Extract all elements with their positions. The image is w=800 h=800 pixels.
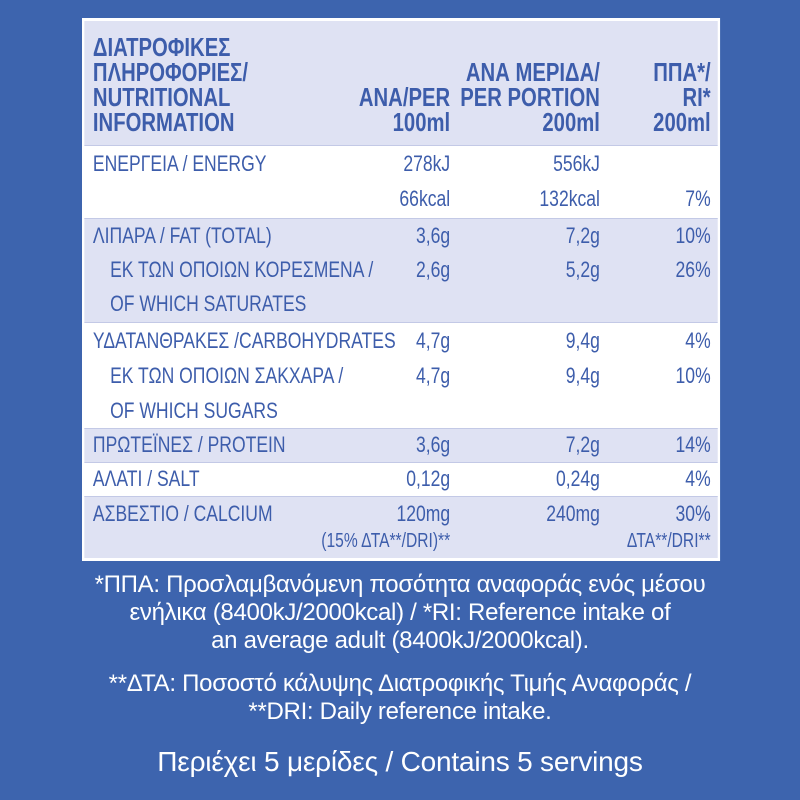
energy-ri: 7% <box>685 186 711 211</box>
carbohydrates-per-100ml: 4,7g <box>415 328 451 353</box>
salt-ri: 4% <box>685 466 711 491</box>
calcium-per-100ml: 120mg <box>396 501 451 526</box>
ri-footnote <box>0 571 800 655</box>
row-energy <box>84 145 717 218</box>
energy-kj-per-100ml: 278kJ <box>403 151 451 176</box>
fat-total-line <box>84 219 717 253</box>
protein-per-100ml: 3,6g <box>415 432 451 457</box>
saturates-line <box>84 253 717 287</box>
row-salt <box>84 462 717 496</box>
carbohydrates-ri: 4% <box>685 328 711 353</box>
calcium-note-line <box>84 530 717 552</box>
dri-footnote-line: **DRI: Daily reference intake. <box>248 698 552 725</box>
row-protein <box>84 428 717 462</box>
header-label-line: NUTRITIONAL <box>92 82 231 112</box>
header-ri-line: ΠΠΑ*/ <box>653 57 711 87</box>
protein-label: ΠΡΩΤΕΪΝΕΣ / PROTEIN <box>92 432 286 457</box>
sugars-line <box>84 358 717 393</box>
sugars-per-100ml: 4,7g <box>415 363 451 388</box>
carbohydrates-line <box>84 323 717 358</box>
ri-footnote-line: *ΠΠΑ: Προσλαμβανόμενη ποσότητα αναφοράς ενός μέσου <box>94 571 706 598</box>
dri-footnote-line: **ΔΤΑ: Ποσοστό κάλυψης Διατροφικής Τιμής Αναφοράς / <box>108 670 692 697</box>
header-reference-intake <box>653 35 711 135</box>
servings-text: Περιέχει 5 μερίδες / Contains 5 servings <box>157 746 643 777</box>
fat-per-portion: 7,2g <box>565 223 600 248</box>
energy-kj-line <box>84 146 717 181</box>
calcium-per-portion: 240mg <box>546 501 600 526</box>
salt-per-100ml: 0,12g <box>406 466 451 491</box>
salt-label: ΑΛΑΤΙ / SALT <box>92 466 200 491</box>
header-label-line: INFORMATION <box>92 107 235 137</box>
sugars-label-continued-line <box>84 393 717 428</box>
header-label-line: ΠΛΗΡΟΦΟΡΙΕΣ/ <box>92 57 248 87</box>
saturates-per-portion: 5,2g <box>565 257 600 282</box>
header-label-line: ΔΙΑΤΡΟΦΙΚΕΣ <box>92 32 231 62</box>
sugars-label: ΕΚ ΤΩΝ ΟΠΟΙΩΝ ΣΑΚΧΑΡΑ / <box>110 363 344 388</box>
carbohydrates-per-portion: 9,4g <box>565 328 600 353</box>
salt-line <box>84 463 717 494</box>
header-per-portion-line: PER PORTION <box>460 82 600 112</box>
table-header <box>84 21 717 145</box>
protein-line <box>84 429 717 460</box>
servings-note <box>0 746 800 778</box>
sugars-per-portion: 9,4g <box>565 363 600 388</box>
energy-kcal-per-portion: 132kcal <box>539 186 600 211</box>
saturates-label-continued-line <box>84 287 717 321</box>
saturates-label: ΕΚ ΤΩΝ ΟΠΟΙΩΝ ΚΟΡΕΣΜΕΝΑ / <box>110 257 374 282</box>
ri-footnote-line: ενήλικα (8400kJ/2000kcal) / *RI: Reference intake of <box>129 599 671 626</box>
calcium-dri-note-per-100ml: (15% ΔΤΑ**/DRI)** <box>321 530 451 552</box>
protein-per-portion: 7,2g <box>565 432 600 457</box>
header-per-portion-line: ΑΝΑ ΜΕΡΙΔΑ/ <box>465 57 600 87</box>
dri-footnote <box>0 670 800 726</box>
sugars-ri: 10% <box>675 363 711 388</box>
energy-kcal-per-100ml: 66kcal <box>399 186 451 211</box>
fat-per-100ml: 3,6g <box>415 223 451 248</box>
energy-label: ΕΝΕΡΓΕΙΑ / ENERGY <box>92 151 267 176</box>
ri-footnote-line: an average adult (8400kJ/2000kcal). <box>211 627 589 654</box>
header-per-100ml <box>359 35 450 135</box>
sugars-label-english: OF WHICH SUGARS <box>110 398 278 423</box>
saturates-label-english: OF WHICH SATURATES <box>110 291 307 316</box>
saturates-per-100ml: 2,6g <box>415 257 451 282</box>
header-nutritional-information <box>92 32 248 137</box>
fat-label: ΛΙΠΑΡΑ / FAT (TOTAL) <box>92 223 272 248</box>
row-carbohydrates <box>84 322 717 428</box>
header-ri-line: 200ml <box>653 107 711 137</box>
energy-kcal-line <box>84 181 717 216</box>
header-per-100ml-line: 100ml <box>392 107 451 137</box>
saturates-ri: 26% <box>675 257 711 282</box>
nutrition-table <box>82 18 720 561</box>
calcium-dri-note-ri: ΔΤΑ**/DRI** <box>626 530 711 552</box>
header-per-100ml-line: ΑΝΑ/PER <box>358 82 451 112</box>
header-per-portion-line: 200ml <box>542 107 600 137</box>
energy-kj-per-portion: 556kJ <box>553 151 600 176</box>
salt-per-portion: 0,24g <box>555 466 600 491</box>
calcium-line <box>84 497 717 530</box>
row-fat <box>84 218 717 322</box>
row-calcium <box>84 496 717 558</box>
header-ri-line: RI* <box>682 82 711 112</box>
calcium-ri: 30% <box>675 501 711 526</box>
carbohydrates-label: ΥΔΑΤΑΝΘΡΑΚΕΣ /CARBOHYDRATES <box>92 328 396 353</box>
header-per-portion <box>460 35 600 135</box>
fat-ri: 10% <box>675 223 711 248</box>
protein-ri: 14% <box>675 432 711 457</box>
calcium-label: ΑΣΒΕΣΤΙΟ / CALCIUM <box>92 501 273 526</box>
